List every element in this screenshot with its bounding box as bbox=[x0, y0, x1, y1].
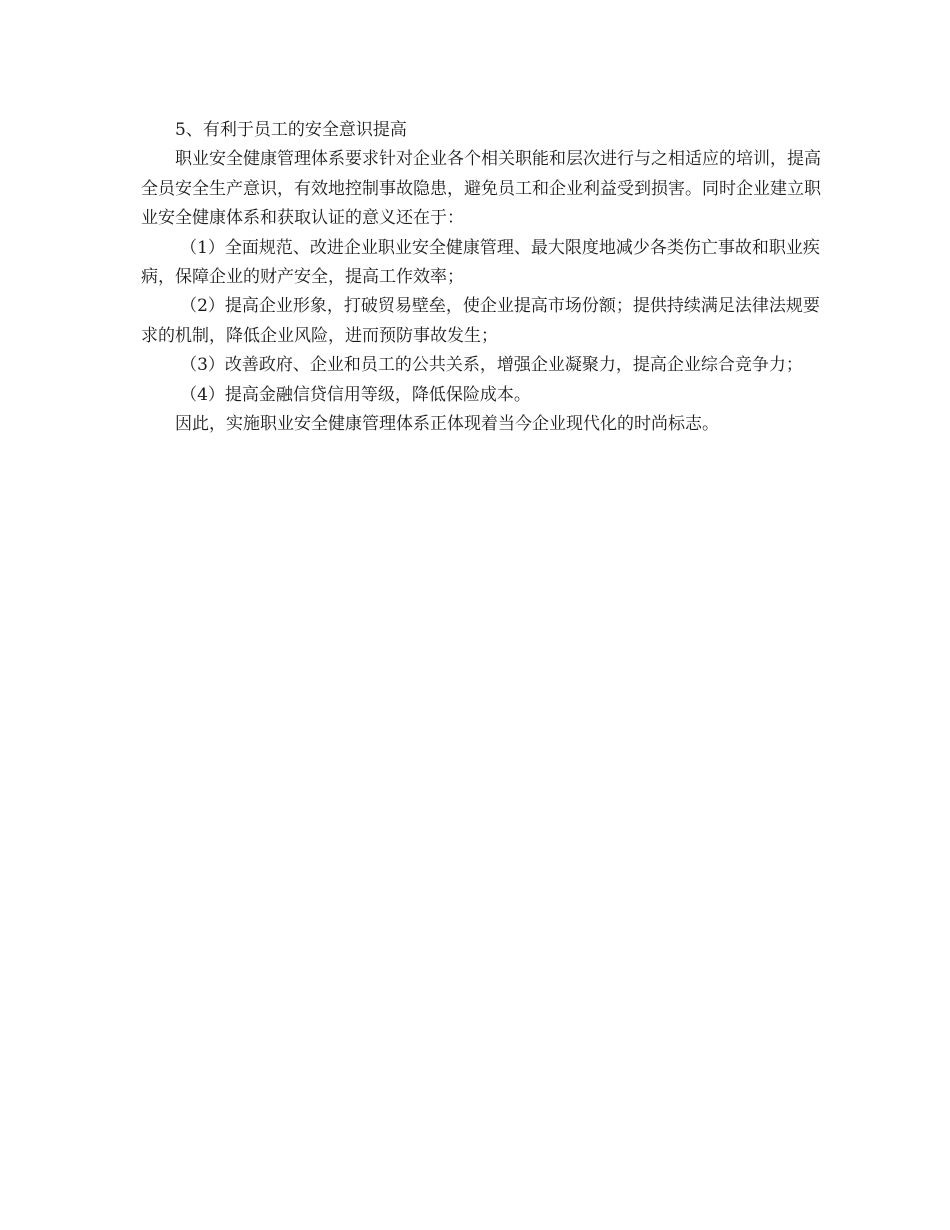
paragraph-conclusion: 因此，实施职业安全健康管理体系正体现着当今企业现代化的时尚标志。 bbox=[175, 414, 719, 435]
document-body bbox=[141, 116, 821, 439]
list-item-4: （4）提高金融信贷信用等级，降低保险成本。 bbox=[180, 384, 531, 405]
list-item-1: （1）全面规范、改进企业职业安全健康管理、最大限度地减少各类伤亡事故和职业疾病，保障企业的财产安全，提高工作效率； bbox=[141, 237, 820, 288]
paragraph-intro: 职业安全健康管理体系要求针对企业各个相关职能和层次进行与之相适应的培训，提高全员安全生产意识，有效地控制事故隐患，避免员工和企业利益受到损害。同时企业建立职业安全健康体系和获取认证的意义还在于： bbox=[141, 149, 821, 229]
section-heading: 5、有利于员工的安全意识提高 bbox=[175, 120, 407, 140]
list-item-2: （2）提高企业形象，打破贸易壁垒，使企业提高市场份额；提供持续满足法律法规要求的机制，降低企业风险，进而预防事故发生； bbox=[141, 296, 820, 346]
list-item-3: （3）改善政府、企业和员工的公共关系，增强企业凝聚力，提高企业综合竞争力； bbox=[180, 355, 803, 376]
